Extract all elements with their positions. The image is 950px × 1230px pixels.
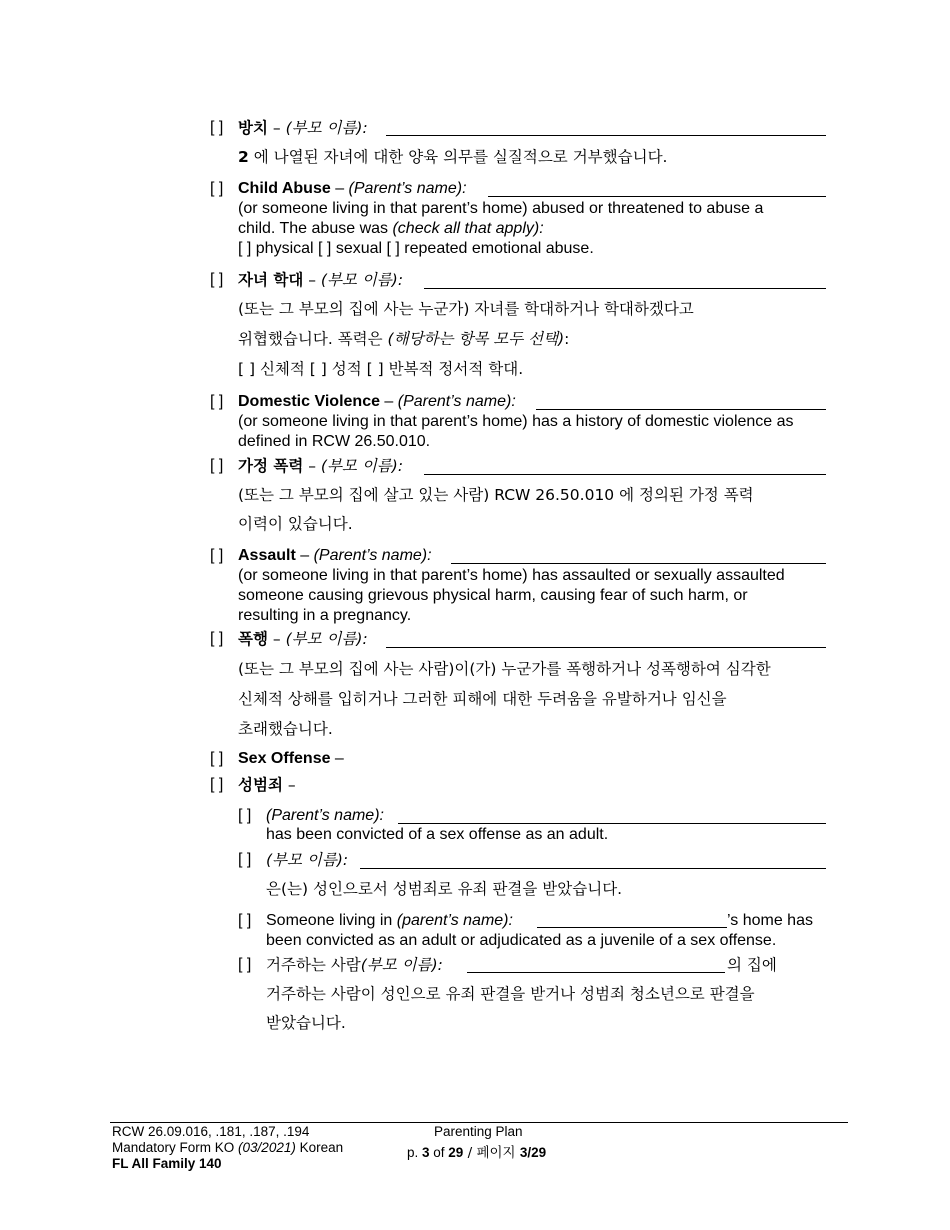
name-label: (Parent’s name): [397, 393, 516, 410]
dv-ko-line1: (또는 그 부모의 집에 살고 있는 사람) RCW 26.50.010 에 정의된 가정 폭력 [238, 486, 754, 504]
footer-form-id: FL All Family 140 [112, 1156, 222, 1171]
sub-someone-suffix: ’s home has [727, 912, 813, 929]
section-number: 2 [238, 148, 249, 166]
checkbox-child-abuse[interactable]: [ ] [210, 180, 224, 197]
dv-ko-line2: 이력이 있습니다. [238, 515, 353, 533]
sub-parent-ko-line1: 은(는) 성인으로서 성범죄로 유죄 판결을 받았습니다. [266, 880, 623, 898]
child-abuse-options[interactable]: [ ] physical [ ] sexual [ ] repeated emotional abuse. [238, 240, 594, 257]
name-label: (Parent’s name): [313, 547, 432, 564]
p: p. [407, 1145, 423, 1160]
title: 폭행 [238, 630, 268, 648]
assault-line3: resulting in a pregnancy. [238, 607, 412, 624]
sub-someone-ko-line2: 받았습니다. [266, 1014, 346, 1032]
name-label: (Parent’s name): [348, 180, 467, 197]
checkbox-neglect-ko[interactable]: [ ] [210, 119, 224, 136]
title: 성범죄 [238, 776, 283, 794]
dv-heading [238, 392, 516, 412]
dv-ko-heading [238, 456, 403, 476]
dash: – [303, 271, 321, 289]
child-abuse-line2 [238, 219, 544, 239]
page: 3 [422, 1145, 430, 1160]
parent-name-field[interactable] [537, 927, 727, 928]
checkbox-sub-parent-ko[interactable]: [ ] [238, 851, 252, 868]
form-date: (03/2021) [238, 1140, 296, 1155]
dash: – [267, 630, 286, 648]
parent-name-field[interactable] [424, 288, 826, 289]
checkbox-assault[interactable]: [ ] [210, 547, 224, 564]
parent-name-field[interactable] [451, 563, 826, 564]
prefix: 거주하는 사람 [266, 956, 361, 974]
title: Domestic Violence [238, 393, 380, 410]
title: Child Abuse [238, 180, 331, 197]
child-abuse-ko-options[interactable]: [ ] 신체적 [ ] 성적 [ ] 반복적 정서적 학대. [238, 360, 524, 378]
footer-rule [110, 1122, 848, 1123]
name-label: (Parent’s name): [266, 807, 384, 824]
assault-line2: someone causing grievous physical harm, causing fear of such harm, or [238, 587, 748, 604]
parent-name-field[interactable] [424, 474, 826, 475]
title: 방치 [238, 119, 268, 137]
checkbox-sex-offense-ko[interactable]: [ ] [210, 776, 224, 793]
checkbox-child-abuse-ko[interactable]: [ ] [210, 271, 224, 288]
footer-doc-title: Parenting Plan [434, 1124, 523, 1139]
assault-ko-line3: 초래했습니다. [238, 720, 333, 738]
dash: – [295, 547, 314, 564]
dash: – [379, 393, 398, 410]
instruction: (check all that apply): [392, 220, 544, 237]
slash: / [527, 1145, 532, 1160]
colon: : [564, 330, 570, 348]
assault-ko-heading [238, 629, 368, 649]
child-abuse-heading [238, 179, 467, 199]
checkbox-sub-someone[interactable]: [ ] [238, 912, 252, 929]
assault-heading [238, 546, 432, 566]
parent-name-field[interactable] [536, 409, 826, 410]
dash: – [267, 119, 286, 137]
parent-name-field[interactable] [488, 196, 826, 197]
child-abuse-line1: (or someone living in that parent’s home) abused or threatened to abuse a [238, 200, 764, 217]
parent-name-field[interactable] [360, 868, 826, 869]
dv-line1: (or someone living in that parent’s home) has a history of domestic violence as [238, 413, 794, 430]
title: 자녀 학대 [238, 271, 304, 289]
sub-someone-ko-label [266, 955, 443, 975]
title: 가정 폭력 [238, 457, 304, 475]
assault-line1: (or someone living in that parent’s home) has assaulted or sexually assaulted [238, 567, 785, 584]
dash: – [330, 180, 349, 197]
total: 29 [448, 1145, 464, 1160]
name-label: (부모 이름): [360, 956, 443, 974]
text: child. The abuse was [238, 220, 393, 237]
name-label: (부모 이름): [266, 851, 349, 869]
sex-offense-heading [238, 749, 344, 769]
dash: – [282, 776, 296, 794]
checkbox-sex-offense[interactable]: [ ] [210, 750, 224, 767]
name-label: (부모 이름): [285, 630, 368, 648]
sub-parent-line1: has been convicted of a sex offense as an adult. [266, 826, 609, 843]
dv-line2: defined in RCW 26.50.010. [238, 433, 431, 450]
sub-someone-ko-suffix: 의 집에 [727, 956, 777, 974]
neglect-ko-text [238, 147, 667, 167]
of: of [429, 1145, 449, 1160]
neglect-ko-heading [238, 118, 368, 138]
dash: – [330, 750, 344, 767]
name-label: (부모 이름): [320, 457, 404, 475]
checkbox-domestic-violence[interactable]: [ ] [210, 393, 224, 410]
checkbox-assault-ko[interactable]: [ ] [210, 630, 224, 647]
parent-name-field[interactable] [398, 823, 826, 824]
assault-ko-line1: (또는 그 부모의 집에 사는 사람)이(가) 누군가를 폭행하거나 성폭행하여 심각한 [238, 660, 771, 678]
checkbox-sub-parent[interactable]: [ ] [238, 807, 252, 824]
parent-name-field[interactable] [467, 972, 725, 973]
text: 위협했습니다. 폭력은 [238, 330, 388, 348]
title: Assault [238, 547, 296, 564]
prefix: Someone living in [266, 912, 397, 929]
child-abuse-ko-heading [238, 270, 403, 290]
title: Sex Offense [238, 750, 331, 767]
sub-someone-line1: been convicted as an adult or adjudicated as a juvenile of a sex offense. [266, 932, 777, 949]
separator: / 페이지 [463, 1145, 520, 1161]
name-label: (부모 이름): [320, 271, 404, 289]
footer-form [112, 1140, 343, 1156]
sub-someone-label [266, 911, 513, 931]
sub-someone-ko-line1: 거주하는 사람이 성인으로 유죄 판결을 받거나 성범죄 청소년으로 판결을 [266, 985, 755, 1003]
footer-page-number [407, 1145, 546, 1161]
name-label: (parent’s name): [396, 912, 513, 929]
total-ko: 29 [531, 1145, 547, 1160]
footer-rcw: RCW 26.09.016, .181, .187, .194 [112, 1124, 310, 1139]
checkbox-dv-ko[interactable]: [ ] [210, 457, 224, 474]
sub-parent-ko-label [266, 850, 348, 870]
parent-name-field[interactable] [386, 647, 826, 648]
checkbox-sub-someone-ko[interactable]: [ ] [238, 956, 252, 973]
child-abuse-ko-line1: (또는 그 부모의 집에 사는 누군가) 자녀를 학대하거나 학대하겠다고 [238, 300, 694, 318]
page-ko: 3 [519, 1145, 528, 1160]
assault-ko-line2: 신체적 상해를 입히거나 그러한 피해에 대한 두려움을 유발하거나 임신을 [238, 690, 727, 708]
sex-offense-ko-heading [238, 775, 296, 795]
parent-name-field[interactable] [386, 135, 826, 136]
form-language: Korean [295, 1140, 344, 1155]
sub-parent-label [266, 806, 384, 826]
instruction: (해당하는 항목 모두 선택) [387, 330, 565, 348]
text: 에 나열된 자녀에 대한 양육 의무를 실질적으로 거부했습니다. [248, 148, 668, 166]
form-text: Mandatory Form KO [112, 1140, 239, 1155]
name-label: (부모 이름): [285, 119, 368, 137]
dash: – [303, 457, 321, 475]
child-abuse-ko-line2 [238, 329, 569, 349]
